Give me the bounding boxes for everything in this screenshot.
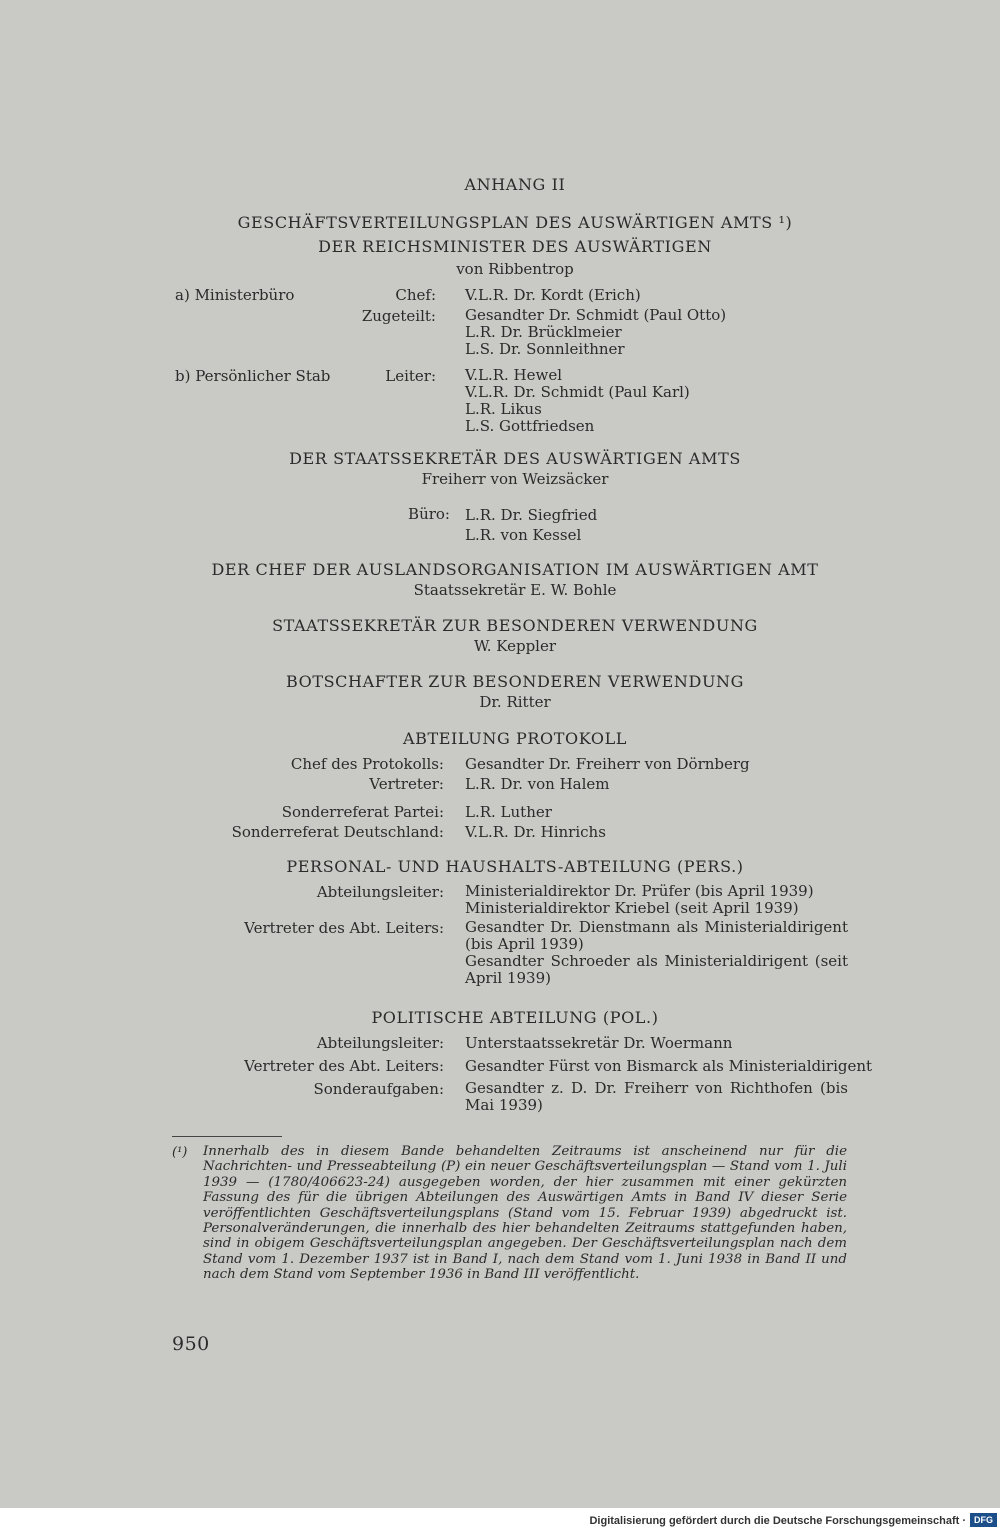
list-item: V.L.R. Dr. Schmidt (Paul Karl) (465, 383, 690, 401)
zugeteilt-label: Zugeteilt: (361, 307, 436, 325)
protokoll-heading: ABTEILUNG PROTOKOLL (402, 729, 628, 748)
list-item: L.R. Likus (465, 400, 542, 418)
politische-leiter-value: Unterstaatssekretär Dr. Woermann (465, 1034, 733, 1052)
staatssekretaer-name: Freiherr von Weizsäcker (421, 470, 609, 488)
list-item: L.R. Dr. Siegfried (465, 506, 598, 524)
minister-heading: DER REICHSMINISTER DES AUSWÄRTIGEN (318, 237, 712, 256)
minister-name: von Ribbentrop (456, 260, 574, 278)
personal-vertreter-label: Vertreter des Abt. Leiters: (244, 919, 444, 937)
ministerbuero-label: a) Ministerbüro (175, 286, 295, 304)
protokoll-row-label: Sonderreferat Partei: (281, 803, 444, 821)
politische-sonder-label: Sonderaufgaben: (313, 1080, 444, 1098)
list-item: L.R. Dr. Brücklmeier (465, 323, 622, 341)
persoenlicher-stab-label: b) Persönlicher Stab (175, 367, 331, 385)
politische-sonder-value: Gesandter z. D. Dr. Freiherr von Richthofen (bis Mai 1939) (465, 1079, 848, 1114)
personal-vertreter-2: Gesandter Schroeder als Ministerialdirigent (seit April 1939) (465, 952, 848, 987)
protokoll-row-value: Gesandter Dr. Freiherr von Dörnberg (465, 755, 750, 773)
chef-value: V.L.R. Dr. Kordt (Erich) (465, 286, 641, 304)
sonderverwendung-name: W. Keppler (473, 637, 557, 655)
chef-label: Chef: (395, 286, 436, 304)
protokoll-row-value: V.L.R. Dr. Hinrichs (465, 823, 606, 841)
footnote-divider (172, 1136, 282, 1137)
personal-heading: PERSONAL- UND HAUSHALTS-ABTEILUNG (PERS.) (286, 857, 744, 876)
auslandsorganisation-heading: DER CHEF DER AUSLANDSORGANISATION IM AUSWÄRTIGEN AMT (211, 560, 819, 579)
politische-vertreter-value: Gesandter Fürst von Bismarck als Ministerialdirigent (465, 1057, 873, 1075)
politische-leiter-label: Abteilungsleiter: (316, 1034, 444, 1052)
auslandsorganisation-name: Staatssekretär E. W. Bohle (413, 581, 617, 599)
list-item: Ministerialdirektor Dr. Prüfer (bis April 1939) (465, 882, 814, 900)
personal-leiter-label: Abteilungsleiter: (316, 883, 444, 901)
protokoll-row-label: Sonderreferat Deutschland: (231, 823, 444, 841)
page-number: 950 (172, 1333, 210, 1355)
botschafter-name: Dr. Ritter (479, 693, 551, 711)
staatssekretaer-heading: DER STAATSSEKRETÄR DES AUSWÄRTIGEN AMTS (289, 449, 741, 468)
list-item: L.S. Dr. Sonnleithner (465, 340, 625, 358)
footnote-text: Innerhalb des in diesem Bande behandelten Zeitraums ist anscheinend nur für die Nachrichten- und Presseabteilung (P) ein neuer Geschäftsverteilungsplan — Stand vom 1. Juli 1939 — (1780/406623-24) ausgegeben worden, der hier zusammen mit einer gekürzten Fassung des für die übrigen Abteilungen des Auswärtigen Amts in Band IV dieser Serie veröffentlichten Geschäftsverteilungsplans (Stand vom 15. Februar 1939) abgedruckt ist. Personalveränderungen, die innerhalb des hier behandelten Zeitraums stattgefunden haben, sind in obigem Geschäftsverteilungsplan angegeben. Der Geschäftsverteilungsplan nach dem Stand vom 1. Dezember 1937 ist in Band I, nach dem Stand vom 1. Juni 1938 in Band II und nach dem Stand vom September 1936 in Band III veröffentlicht. (203, 1144, 847, 1283)
buero-label: Büro: (408, 505, 450, 523)
politische-heading: POLITISCHE ABTEILUNG (POL.) (371, 1008, 659, 1027)
list-item: V.L.R. Hewel (465, 366, 563, 384)
list-item: L.R. von Kessel (465, 526, 582, 544)
botschafter-heading: BOTSCHAFTER ZUR BESONDEREN VERWENDUNG (285, 672, 745, 691)
leiter-list (465, 367, 690, 435)
zugeteilt-list (465, 307, 726, 358)
credit-text: Digitalisierung gefördert durch die Deutsche Forschungsgemeinschaft · (589, 1515, 966, 1527)
dfg-logo: DFG (970, 1513, 997, 1527)
list-item: Ministerialdirektor Kriebel (seit April 1939) (465, 899, 799, 917)
sonderverwendung-heading: STAATSSEKRETÄR ZUR BESONDEREN VERWENDUNG (272, 616, 758, 635)
politische-vertreter-label: Vertreter des Abt. Leiters: (244, 1057, 444, 1075)
footnote-marker: (¹) (172, 1145, 188, 1160)
list-item: Gesandter Dr. Schmidt (Paul Otto) (465, 306, 727, 324)
personal-leiter-list (465, 883, 814, 917)
leiter-label: Leiter: (385, 367, 436, 385)
protokoll-row-label: Vertreter: (369, 775, 444, 793)
appendix-label: ANHANG II (464, 175, 566, 194)
protokoll-row-value: L.R. Luther (465, 803, 552, 821)
buero-list (465, 505, 597, 545)
document-title: GESCHÄFTSVERTEILUNGSPLAN DES AUSWÄRTIGEN AMTS ¹) (237, 213, 793, 232)
protokoll-row-value: L.R. Dr. von Halem (465, 775, 610, 793)
protokoll-row-label: Chef des Protokolls: (290, 755, 444, 773)
personal-vertreter-1: Gesandter Dr. Dienstmann als Ministerialdirigent (bis April 1939) (465, 918, 848, 953)
list-item: L.S. Gottfriedsen (465, 417, 595, 435)
